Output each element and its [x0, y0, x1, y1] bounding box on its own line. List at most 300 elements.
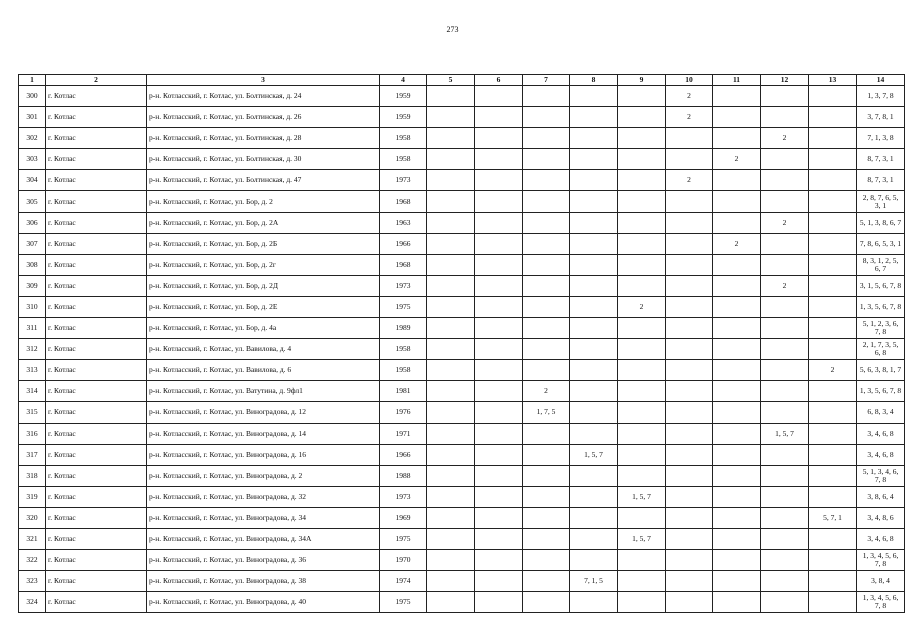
table-cell: р-н. Котласский, г. Котлас, ул. Ватутина, д. 9фл1 [147, 381, 380, 402]
table-cell: 305 [19, 191, 46, 212]
table-cell: 304 [19, 170, 46, 191]
table-cell [570, 381, 618, 402]
table-cell [618, 402, 666, 423]
table-cell [475, 360, 523, 381]
table-cell [427, 592, 475, 613]
table-cell [666, 360, 713, 381]
table-cell [523, 191, 570, 212]
table-row [19, 528, 905, 549]
table-cell: 2 [713, 233, 761, 254]
table-cell [761, 402, 809, 423]
table-cell: 1975 [380, 296, 427, 317]
table-cell: 1958 [380, 128, 427, 149]
table-cell: 1958 [380, 149, 427, 170]
table-cell [666, 507, 713, 528]
table-cell [427, 318, 475, 339]
table-cell [475, 318, 523, 339]
table-row [19, 318, 905, 339]
table-cell: 1958 [380, 360, 427, 381]
column-header: 11 [713, 75, 761, 86]
table-cell: 313 [19, 360, 46, 381]
column-header: 13 [809, 75, 857, 86]
table-cell: 301 [19, 107, 46, 128]
table-cell [713, 191, 761, 212]
table-cell [618, 275, 666, 296]
table-cell: 2 [666, 170, 713, 191]
table-cell [618, 550, 666, 571]
table-cell [475, 528, 523, 549]
table-cell [570, 423, 618, 444]
table-row [19, 233, 905, 254]
table-cell [523, 592, 570, 613]
table-cell [570, 86, 618, 107]
table-cell [618, 233, 666, 254]
table-cell [618, 86, 666, 107]
column-header: 9 [618, 75, 666, 86]
table-cell [666, 318, 713, 339]
table-cell: г. Котлас [46, 296, 147, 317]
table-cell [618, 128, 666, 149]
table-cell [475, 444, 523, 465]
table-cell [475, 254, 523, 275]
table-cell [475, 275, 523, 296]
table-cell: р-н. Котласский, г. Котлас, ул. Вавилова, д. 6 [147, 360, 380, 381]
table-cell: г. Котлас [46, 402, 147, 423]
table-cell: 7, 1, 3, 8 [857, 128, 905, 149]
table-cell [427, 149, 475, 170]
table-cell: г. Котлас [46, 507, 147, 528]
table-cell [666, 402, 713, 423]
table-cell [427, 339, 475, 360]
table-cell [761, 381, 809, 402]
table-cell: 3, 4, 6, 8 [857, 423, 905, 444]
table-row [19, 275, 905, 296]
table-cell [666, 149, 713, 170]
table-cell: р-н. Котласский, г. Котлас, ул. Бор, д. 2А [147, 212, 380, 233]
table-cell [570, 212, 618, 233]
table-row [19, 128, 905, 149]
table-cell [475, 170, 523, 191]
table-cell: 312 [19, 339, 46, 360]
table-cell: 1975 [380, 592, 427, 613]
table-cell: 320 [19, 507, 46, 528]
table-cell: г. Котлас [46, 191, 147, 212]
data-table [18, 74, 905, 613]
table-cell: р-н. Котласский, г. Котлас, ул. Виноградова, д. 16 [147, 444, 380, 465]
table-cell [809, 444, 857, 465]
table-cell: 1, 3, 5, 6, 7, 8 [857, 381, 905, 402]
table-cell: 1, 5, 7 [761, 423, 809, 444]
table-cell [427, 465, 475, 486]
table-cell: 3, 7, 8, 1 [857, 107, 905, 128]
table-cell [809, 486, 857, 507]
table-cell [570, 254, 618, 275]
table-cell: 1968 [380, 254, 427, 275]
column-header: 8 [570, 75, 618, 86]
table-cell [523, 571, 570, 592]
table-cell [761, 550, 809, 571]
column-header: 5 [427, 75, 475, 86]
table-cell: 309 [19, 275, 46, 296]
table-cell: 310 [19, 296, 46, 317]
table-cell: 306 [19, 212, 46, 233]
table-cell: 5, 1, 3, 4, 6, 7, 8 [857, 465, 905, 486]
table-cell: г. Котлас [46, 571, 147, 592]
table-cell: г. Котлас [46, 444, 147, 465]
table-cell: 1, 7, 5 [523, 402, 570, 423]
table-cell [427, 528, 475, 549]
table-cell [809, 318, 857, 339]
table-cell [761, 339, 809, 360]
table-cell: 2 [523, 381, 570, 402]
table-cell [761, 254, 809, 275]
table-cell: р-н. Котласский, г. Котлас, ул. Бор, д. 2Б [147, 233, 380, 254]
table-cell: 1989 [380, 318, 427, 339]
table-cell [570, 296, 618, 317]
table-cell [570, 233, 618, 254]
table-cell [427, 191, 475, 212]
table-cell [523, 107, 570, 128]
table-cell: 5, 1, 2, 3, 6, 7, 8 [857, 318, 905, 339]
table-cell [523, 254, 570, 275]
table-cell: 3, 4, 6, 8 [857, 528, 905, 549]
table-cell [666, 592, 713, 613]
table-cell [618, 107, 666, 128]
table-cell: 1976 [380, 402, 427, 423]
table-cell: р-н. Котласский, г. Котлас, ул. Виноградова, д. 14 [147, 423, 380, 444]
table-row [19, 423, 905, 444]
table-cell [666, 339, 713, 360]
column-header: 3 [147, 75, 380, 86]
table-cell [809, 128, 857, 149]
table-cell: г. Котлас [46, 128, 147, 149]
table-cell [761, 318, 809, 339]
table-cell: г. Котлас [46, 592, 147, 613]
table-cell [427, 444, 475, 465]
table-cell [713, 550, 761, 571]
table-cell [618, 571, 666, 592]
table-row [19, 465, 905, 486]
table-cell [713, 296, 761, 317]
table-cell: 308 [19, 254, 46, 275]
table-cell [570, 170, 618, 191]
table-cell [713, 507, 761, 528]
column-header: 7 [523, 75, 570, 86]
table-cell [713, 360, 761, 381]
table-cell [809, 592, 857, 613]
table-cell: 1988 [380, 465, 427, 486]
table-cell [475, 107, 523, 128]
table-cell [618, 318, 666, 339]
table-cell [761, 149, 809, 170]
table-cell [427, 107, 475, 128]
table-cell: г. Котлас [46, 381, 147, 402]
table-cell: 1973 [380, 275, 427, 296]
table-cell [809, 465, 857, 486]
page-number: 273 [446, 25, 459, 34]
column-header: 1 [19, 75, 46, 86]
column-header: 4 [380, 75, 427, 86]
table-cell: 317 [19, 444, 46, 465]
table-cell [809, 550, 857, 571]
table-cell: р-н. Котласский, г. Котлас, ул. Болтинская, д. 28 [147, 128, 380, 149]
table-cell [618, 360, 666, 381]
table-cell: р-н. Котласский, г. Котлас, ул. Бор, д. 2Е [147, 296, 380, 317]
table-cell: г. Котлас [46, 465, 147, 486]
table-cell [713, 86, 761, 107]
header-row [19, 75, 905, 86]
table-cell [666, 128, 713, 149]
table-row [19, 149, 905, 170]
table-cell [761, 170, 809, 191]
table-cell [713, 318, 761, 339]
table-cell [809, 107, 857, 128]
table-cell: р-н. Котласский, г. Котлас, ул. Виноградова, д. 32 [147, 486, 380, 507]
table-cell: 2 [761, 128, 809, 149]
table-cell: 1, 5, 7 [570, 444, 618, 465]
table-cell [475, 149, 523, 170]
table-cell [475, 486, 523, 507]
table-cell: 3, 8, 6, 4 [857, 486, 905, 507]
table-cell: 1, 3, 4, 5, 6, 7, 8 [857, 592, 905, 613]
table-cell [523, 444, 570, 465]
table-cell [570, 149, 618, 170]
table-cell: 3, 1, 5, 6, 7, 8 [857, 275, 905, 296]
table-cell [570, 128, 618, 149]
table-cell [427, 128, 475, 149]
table-cell: р-н. Котласский, г. Котлас, ул. Виноградова, д. 40 [147, 592, 380, 613]
table-cell [761, 592, 809, 613]
table-cell [427, 381, 475, 402]
table-cell [570, 528, 618, 549]
table-cell [809, 402, 857, 423]
table-cell [761, 528, 809, 549]
table-cell [761, 571, 809, 592]
table-row [19, 486, 905, 507]
table-cell: 6, 8, 3, 4 [857, 402, 905, 423]
table-cell [761, 360, 809, 381]
table-cell [523, 318, 570, 339]
table-cell: г. Котлас [46, 233, 147, 254]
table-cell: 1973 [380, 486, 427, 507]
table-row [19, 381, 905, 402]
table-cell [666, 233, 713, 254]
table-cell: р-н. Котласский, г. Котлас, ул. Бор, д. 2г [147, 254, 380, 275]
table-cell: г. Котлас [46, 170, 147, 191]
table-cell: 8, 7, 3, 1 [857, 170, 905, 191]
table-cell [427, 86, 475, 107]
table-cell [523, 212, 570, 233]
table-cell [761, 486, 809, 507]
table-cell [475, 233, 523, 254]
table-cell [713, 423, 761, 444]
table-cell [713, 107, 761, 128]
column-header: 10 [666, 75, 713, 86]
table-cell [666, 465, 713, 486]
table-cell [761, 86, 809, 107]
table-cell [713, 402, 761, 423]
table-cell [809, 423, 857, 444]
table-cell [523, 423, 570, 444]
table-cell [427, 212, 475, 233]
table-cell: г. Котлас [46, 149, 147, 170]
table-cell: р-н. Котласский, г. Котлас, ул. Виноградова, д. 36 [147, 550, 380, 571]
table-cell [523, 275, 570, 296]
table-row [19, 550, 905, 571]
table-cell [713, 128, 761, 149]
table-cell: г. Котлас [46, 107, 147, 128]
table-cell [618, 212, 666, 233]
table-cell: 7, 1, 5 [570, 571, 618, 592]
table-cell [523, 360, 570, 381]
table-cell: 2 [761, 212, 809, 233]
table-cell [570, 550, 618, 571]
table-cell [666, 191, 713, 212]
table-cell [618, 381, 666, 402]
table-cell [666, 254, 713, 275]
table-row [19, 339, 905, 360]
table-cell [427, 296, 475, 317]
table-cell: 1, 3, 7, 8 [857, 86, 905, 107]
table-cell: 1963 [380, 212, 427, 233]
table-cell [713, 571, 761, 592]
table-cell [618, 254, 666, 275]
table-cell: 1959 [380, 107, 427, 128]
table-cell [761, 296, 809, 317]
table-cell [523, 550, 570, 571]
table-cell [570, 360, 618, 381]
table-row [19, 592, 905, 613]
table-cell: 1, 3, 5, 6, 7, 8 [857, 296, 905, 317]
table-cell: 1958 [380, 339, 427, 360]
table-cell: р-н. Котласский, г. Котлас, ул. Болтинская, д. 24 [147, 86, 380, 107]
table-cell [427, 254, 475, 275]
table-cell [666, 550, 713, 571]
table-cell: 323 [19, 571, 46, 592]
table-cell [427, 571, 475, 592]
table-cell: 8, 7, 3, 1 [857, 149, 905, 170]
table-cell [713, 381, 761, 402]
table-cell: 1966 [380, 444, 427, 465]
table-cell: 300 [19, 86, 46, 107]
table-cell: 2 [666, 107, 713, 128]
table-cell: 315 [19, 402, 46, 423]
table-cell: 318 [19, 465, 46, 486]
table-cell [666, 275, 713, 296]
table-cell: 1, 3, 4, 5, 6, 7, 8 [857, 550, 905, 571]
table-row [19, 296, 905, 317]
table-cell: 307 [19, 233, 46, 254]
table-cell [475, 402, 523, 423]
table-cell: г. Котлас [46, 339, 147, 360]
table-cell: р-н. Котласский, г. Котлас, ул. Болтинская, д. 47 [147, 170, 380, 191]
table-cell [523, 528, 570, 549]
table-cell: 1975 [380, 528, 427, 549]
table-cell: г. Котлас [46, 550, 147, 571]
table-cell [666, 528, 713, 549]
table-cell [809, 86, 857, 107]
table-row [19, 444, 905, 465]
table-cell: 319 [19, 486, 46, 507]
table-cell [809, 528, 857, 549]
table-cell: г. Котлас [46, 86, 147, 107]
table-cell: 316 [19, 423, 46, 444]
table-cell [523, 296, 570, 317]
table-cell [809, 233, 857, 254]
table-cell [761, 191, 809, 212]
table-row [19, 191, 905, 212]
table-cell: р-н. Котласский, г. Котлас, ул. Бор, д. 2 [147, 191, 380, 212]
table-cell: 2 [713, 149, 761, 170]
table-cell [427, 486, 475, 507]
table-cell [523, 507, 570, 528]
table-cell: 1959 [380, 86, 427, 107]
table-cell [475, 465, 523, 486]
table-cell: р-н. Котласский, г. Котлас, ул. Вавилова, д. 4 [147, 339, 380, 360]
table-cell [618, 423, 666, 444]
table-cell [570, 107, 618, 128]
table-cell [570, 275, 618, 296]
table-row [19, 212, 905, 233]
table-cell: 1969 [380, 507, 427, 528]
table-cell [475, 423, 523, 444]
table-row [19, 360, 905, 381]
table-cell [713, 486, 761, 507]
table-cell: 2, 8, 7, 6, 5, 3, 1 [857, 191, 905, 212]
table-cell [570, 402, 618, 423]
table-cell: 8, 3, 1, 2, 5, 6, 7 [857, 254, 905, 275]
table-row [19, 254, 905, 275]
table-cell [523, 86, 570, 107]
table-cell: 2 [666, 86, 713, 107]
table-cell [809, 212, 857, 233]
table-cell: 1966 [380, 233, 427, 254]
table-cell: р-н. Котласский, г. Котлас, ул. Виноградова, д. 38 [147, 571, 380, 592]
table-cell [427, 275, 475, 296]
table-cell [618, 444, 666, 465]
table-cell: 7, 8, 6, 5, 3, 1 [857, 233, 905, 254]
table-cell [713, 170, 761, 191]
table-row [19, 86, 905, 107]
column-header: 14 [857, 75, 905, 86]
table-cell [809, 381, 857, 402]
table-cell [523, 233, 570, 254]
table-cell [618, 592, 666, 613]
table-cell: г. Котлас [46, 360, 147, 381]
table-cell: р-н. Котласский, г. Котлас, ул. Виноградова, д. 34А [147, 528, 380, 549]
table-cell [523, 339, 570, 360]
table-row [19, 571, 905, 592]
table-cell [570, 191, 618, 212]
table-cell [475, 86, 523, 107]
table-cell [666, 296, 713, 317]
table-cell [475, 296, 523, 317]
table-cell: 1970 [380, 550, 427, 571]
table-cell [666, 381, 713, 402]
table-row [19, 170, 905, 191]
table-cell [427, 360, 475, 381]
table-cell: г. Котлас [46, 318, 147, 339]
table-cell [570, 339, 618, 360]
table-cell [475, 507, 523, 528]
table-cell: 5, 1, 3, 8, 6, 7 [857, 212, 905, 233]
table-cell [427, 233, 475, 254]
table-cell [713, 212, 761, 233]
table-cell [618, 507, 666, 528]
table-cell [809, 339, 857, 360]
table-cell [809, 296, 857, 317]
table-row [19, 107, 905, 128]
